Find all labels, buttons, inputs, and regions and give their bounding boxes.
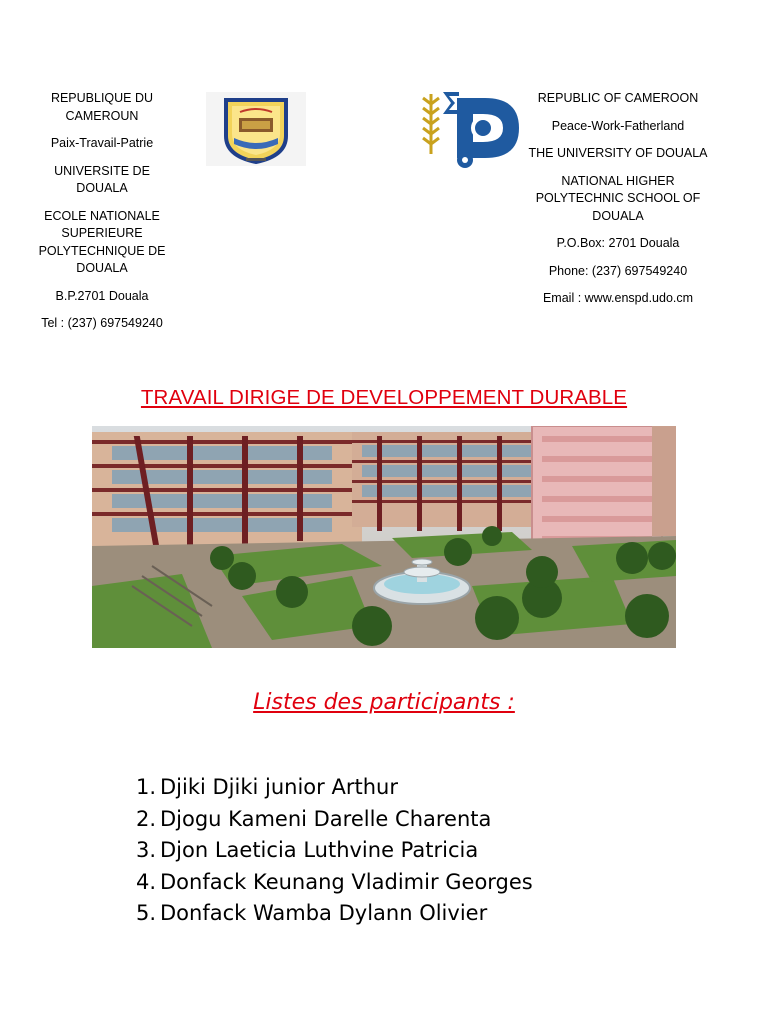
list-number: 3. — [136, 838, 157, 862]
header-right-line: Peace-Work-Fatherland — [551, 118, 685, 133]
header-left-line: UNIVERSITE DE DOUALA — [54, 163, 150, 195]
header-right-line: Phone: (237) 697549240 — [548, 263, 688, 278]
header-left-line: REPUBLIQUE DU CAMEROUN — [50, 91, 154, 123]
header-right-column — [528, 90, 708, 318]
header-right-line: THE UNIVERSITY OF DOUALA — [528, 146, 708, 160]
list-item — [136, 804, 533, 836]
list-item — [136, 867, 533, 899]
list-number: 1. — [136, 775, 157, 799]
header-left-column — [28, 90, 176, 343]
header-left-line: B.P.2701 Douala — [55, 288, 149, 303]
enspd-logo-icon — [413, 84, 525, 170]
list-number: 5. — [136, 901, 157, 925]
header-right-line: P.O.Box: 2701 Douala — [556, 236, 680, 250]
header-right-line: Email : www.enspd.udo.cm — [542, 291, 694, 305]
list-number: 4. — [136, 869, 157, 894]
list-item — [136, 835, 533, 867]
university-seal-icon — [206, 92, 306, 166]
list-item — [136, 772, 533, 804]
participant-name: Donfack Keunang Vladimir Georges — [160, 869, 533, 894]
participants-heading: Listes des participants : — [253, 690, 515, 715]
participant-name: Djogu Kameni Darelle Charenta — [160, 806, 492, 831]
list-number: 2. — [136, 806, 157, 831]
campus-photo — [92, 426, 676, 648]
participant-name: Donfack Wamba Dylann Olivier — [160, 901, 488, 925]
header-left-line: Tel : (237) 697549240 — [41, 316, 163, 330]
header-left-line: ECOLE NATIONALE SUPERIEURE POLYTECHNIQUE DE DOUALA — [38, 208, 166, 275]
list-item — [136, 898, 533, 930]
document-title: TRAVAIL DIRIGE DE DEVELOPPEMENT DURABLE — [140, 386, 628, 409]
participant-name: Djiki Djiki junior Arthur — [160, 775, 398, 799]
header-right-line: REPUBLIC OF CAMEROON — [537, 91, 699, 105]
header-left-line: Paix-Travail-Patrie — [50, 136, 154, 150]
header-right-line: NATIONAL HIGHER POLYTECHNIC SCHOOL OF DOUALA — [535, 173, 701, 223]
participants-list — [136, 772, 533, 930]
participant-name: Djon Laeticia Luthvine Patricia — [160, 838, 479, 862]
